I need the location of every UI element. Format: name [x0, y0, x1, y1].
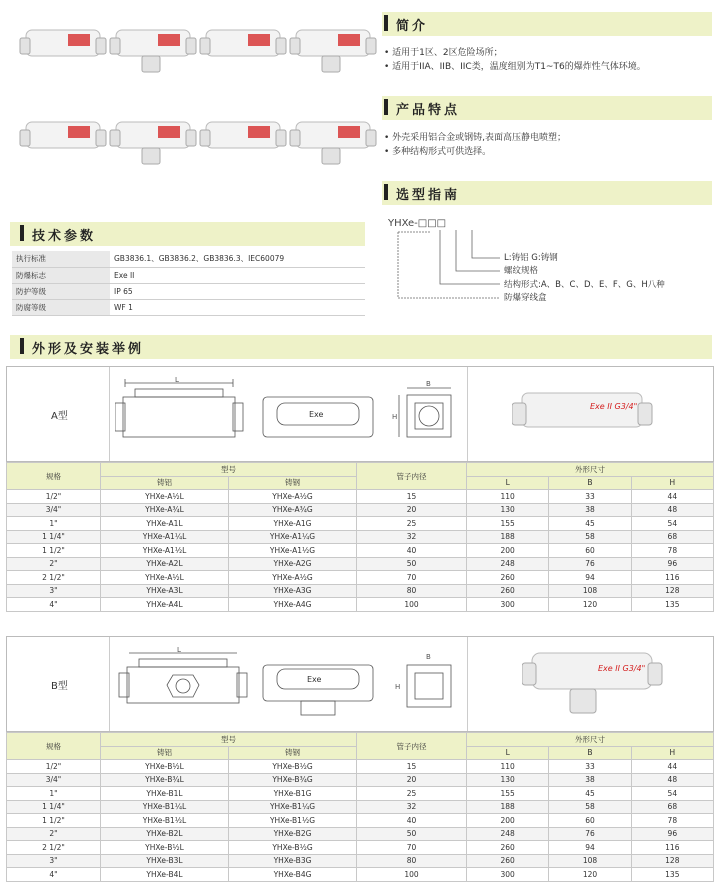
header-b: B — [549, 476, 631, 490]
table-cell: YHXe-A1L — [101, 517, 229, 531]
table-row — [7, 571, 714, 585]
table-cell: 1 1/2" — [7, 814, 101, 828]
table-cell: 188 — [467, 530, 549, 544]
table-cell: 20 — [357, 773, 467, 787]
table-cell: 300 — [467, 598, 549, 612]
table-cell: 80 — [357, 584, 467, 598]
features-band — [382, 96, 712, 120]
table-cell: 110 — [467, 760, 549, 774]
intro-band — [382, 12, 712, 36]
header-model: 型号 — [101, 733, 357, 747]
table-cell: 58 — [549, 800, 631, 814]
table-cell: 68 — [631, 530, 713, 544]
table-cell: 200 — [467, 814, 549, 828]
table-cell: 3/4" — [7, 773, 101, 787]
header-al: 铸铝 — [101, 476, 229, 490]
table-cell: 128 — [631, 584, 713, 598]
product-thumbnail — [288, 18, 380, 80]
table-cell: 32 — [357, 800, 467, 814]
type-a-drawing-area — [6, 366, 714, 462]
table-cell: 15 — [357, 490, 467, 504]
table-cell: 80 — [357, 854, 467, 868]
table-cell: YHXe-B1G — [229, 787, 357, 801]
param-key: 防护等级 — [12, 283, 110, 299]
table-cell: 108 — [549, 854, 631, 868]
table-cell: 155 — [467, 517, 549, 531]
table-cell: YHXe-B4L — [101, 868, 229, 882]
table-cell: 130 — [467, 773, 549, 787]
product-thumbnail — [288, 110, 380, 172]
table-row — [7, 557, 714, 571]
table-cell: 155 — [467, 787, 549, 801]
product-thumbnail — [108, 110, 200, 172]
table-cell: 135 — [631, 868, 713, 882]
guide-lines — [390, 228, 520, 308]
guide-legend — [504, 252, 665, 305]
table-row — [7, 490, 714, 504]
table-cell: 2" — [7, 557, 101, 571]
install-title: 外形及安装举例 — [32, 338, 144, 357]
table-cell: 120 — [549, 598, 631, 612]
table-cell: 48 — [631, 773, 713, 787]
table-cell: 248 — [467, 557, 549, 571]
type-a-label: A型 — [51, 411, 68, 422]
header-pipe: 管子内径 — [357, 463, 467, 490]
table-row — [7, 800, 714, 814]
intro-item: • 适用于1区、2区危险场所； — [384, 46, 646, 60]
dim-h: H — [395, 683, 401, 691]
header-size: 外形尺寸 — [467, 733, 714, 747]
table-cell: YHXe-A2G — [229, 557, 357, 571]
table-cell: 25 — [357, 787, 467, 801]
table-cell: 32 — [357, 530, 467, 544]
table-cell: YHXe-A1½G — [229, 544, 357, 558]
table-cell: 2" — [7, 827, 101, 841]
type-a-drawing — [115, 375, 465, 455]
table-cell: YHXe-B1¼L — [101, 800, 229, 814]
type-b-photo — [522, 639, 672, 727]
table-cell: 40 — [357, 544, 467, 558]
param-key: 防爆标志 — [12, 267, 110, 283]
features-title: 产品特点 — [396, 99, 460, 118]
param-value: Exe II — [110, 267, 365, 283]
table-cell: YHXe-A1G — [229, 517, 357, 531]
table-row — [12, 251, 365, 267]
table-cell: 50 — [357, 557, 467, 571]
exe-mark: Exe II G3/4" — [590, 402, 638, 411]
table-cell: 260 — [467, 841, 549, 855]
table-cell: YHXe-B1¼G — [229, 800, 357, 814]
table-cell: 3" — [7, 854, 101, 868]
table-cell: 40 — [357, 814, 467, 828]
params-table — [12, 251, 365, 316]
dim-b: B — [426, 380, 431, 388]
table-cell: YHXe-B2G — [229, 827, 357, 841]
param-key: 防腐等级 — [12, 299, 110, 315]
param-value: WF 1 — [110, 299, 365, 315]
table-row — [7, 503, 714, 517]
table-cell: YHXe-B½G — [229, 841, 357, 855]
table-cell: YHXe-A1¼G — [229, 530, 357, 544]
table-cell: 38 — [549, 503, 631, 517]
table-cell: YHXe-A1¼L — [101, 530, 229, 544]
table-cell: 25 — [357, 517, 467, 531]
table-cell: YHXe-B3L — [101, 854, 229, 868]
table-cell: YHXe-B½L — [101, 841, 229, 855]
product-thumbnail — [198, 110, 290, 172]
table-cell: 20 — [357, 503, 467, 517]
guide-title: 选型指南 — [396, 184, 460, 203]
table-cell: YHXe-A4L — [101, 598, 229, 612]
product-thumbnail — [18, 18, 110, 80]
exe-text: Exe — [307, 675, 322, 684]
params-title: 技术参数 — [32, 225, 96, 244]
table-cell: 1 1/2" — [7, 544, 101, 558]
header-h: H — [631, 746, 713, 760]
table-row — [7, 841, 714, 855]
guide-legend-item: L:铸铝 G:铸钢 — [504, 253, 558, 263]
table-row — [12, 283, 365, 299]
table-cell: 54 — [631, 787, 713, 801]
table-cell: 1/2" — [7, 760, 101, 774]
table-cell: 60 — [549, 814, 631, 828]
type-a-table — [6, 462, 714, 612]
header-al: 铸铝 — [101, 746, 229, 760]
table-cell: 68 — [631, 800, 713, 814]
table-cell: 38 — [549, 773, 631, 787]
table-cell: YHXe-B3G — [229, 854, 357, 868]
table-cell: 44 — [631, 490, 713, 504]
table-cell: 128 — [631, 854, 713, 868]
header-h: H — [631, 476, 713, 490]
table-cell: YHXe-B½G — [229, 760, 357, 774]
table-row — [7, 868, 714, 882]
header-st: 铸钢 — [229, 476, 357, 490]
table-cell: 76 — [549, 557, 631, 571]
header-spec: 规格 — [7, 463, 101, 490]
table-cell: 2 1/2" — [7, 841, 101, 855]
type-a-photo — [512, 373, 662, 455]
dim-b: B — [426, 653, 431, 661]
table-cell: 108 — [549, 584, 631, 598]
table-cell: 60 — [549, 544, 631, 558]
params-band — [10, 222, 365, 246]
table-cell: YHXe-A4G — [229, 598, 357, 612]
table-row — [7, 544, 714, 558]
table-cell: YHXe-A1½L — [101, 544, 229, 558]
intro-list — [384, 46, 646, 74]
guide-band — [382, 181, 712, 205]
table-row — [7, 584, 714, 598]
header-model: 型号 — [101, 463, 357, 477]
table-cell: 260 — [467, 571, 549, 585]
table-cell: YHXe-A3G — [229, 584, 357, 598]
table-cell: 1" — [7, 787, 101, 801]
table-cell: 94 — [549, 841, 631, 855]
table-cell: 78 — [631, 814, 713, 828]
table-cell: 44 — [631, 760, 713, 774]
header-b: B — [549, 746, 631, 760]
table-cell: 300 — [467, 868, 549, 882]
table-cell: 1/2" — [7, 490, 101, 504]
table-cell: 50 — [357, 827, 467, 841]
type-b-label: B型 — [51, 681, 68, 692]
table-cell: YHXe-A¾L — [101, 503, 229, 517]
intro-title: 简介 — [396, 15, 428, 34]
table-cell: 70 — [357, 841, 467, 855]
exe-mark: Exe II G3/4" — [598, 664, 646, 673]
header-size: 外形尺寸 — [467, 463, 714, 477]
table-cell: 33 — [549, 760, 631, 774]
features-list — [384, 131, 566, 159]
table-cell: 260 — [467, 854, 549, 868]
guide-legend-item: 结构形式:A、B、C、D、E、F、G、H八种 — [504, 279, 665, 290]
type-b-table — [6, 732, 714, 882]
table-cell: YHXe-B¾G — [229, 773, 357, 787]
table-cell: YHXe-B1L — [101, 787, 229, 801]
intro-item: • 适用于IIA、IIB、IIC类，温度组别为T1~T6的爆炸性气体环境。 — [384, 60, 646, 74]
table-cell: 110 — [467, 490, 549, 504]
dim-l: L — [177, 646, 181, 654]
table-cell: 48 — [631, 503, 713, 517]
table-row — [7, 787, 714, 801]
table-cell: 135 — [631, 598, 713, 612]
table-cell: YHXe-B1½L — [101, 814, 229, 828]
table-cell: YHXe-B½L — [101, 760, 229, 774]
table-row — [7, 827, 714, 841]
exe-text: Exe — [309, 410, 324, 419]
table-cell: YHXe-A½G — [229, 571, 357, 585]
dim-l: L — [175, 376, 179, 384]
table-cell: 100 — [357, 598, 467, 612]
table-cell: 54 — [631, 517, 713, 531]
table-cell: 33 — [549, 490, 631, 504]
features-item: • 多种结构形式可供选择。 — [384, 145, 566, 159]
table-cell: 15 — [357, 760, 467, 774]
table-row — [7, 854, 714, 868]
header-pipe: 管子内径 — [357, 733, 467, 760]
table-cell: 1" — [7, 517, 101, 531]
param-value: IP 65 — [110, 283, 365, 299]
type-b-drawing — [115, 645, 465, 725]
table-cell: 260 — [467, 584, 549, 598]
product-thumbnail — [108, 18, 200, 80]
table-cell: 200 — [467, 544, 549, 558]
param-value: GB3836.1、GB3836.2、GB3836.3、IEC60079 — [110, 251, 365, 267]
dim-h: H — [392, 413, 398, 421]
table-cell: 76 — [549, 827, 631, 841]
header-st: 铸钢 — [229, 746, 357, 760]
header-l: L — [467, 746, 549, 760]
product-thumbnail — [18, 110, 110, 172]
table-cell: YHXe-B4G — [229, 868, 357, 882]
table-row — [7, 814, 714, 828]
table-row — [7, 773, 714, 787]
table-cell: 1 1/4" — [7, 800, 101, 814]
header-l: L — [467, 476, 549, 490]
table-cell: 4" — [7, 598, 101, 612]
table-cell: YHXe-B1½G — [229, 814, 357, 828]
install-band — [10, 335, 712, 359]
table-cell: 96 — [631, 827, 713, 841]
table-cell: 58 — [549, 530, 631, 544]
table-row — [7, 760, 714, 774]
table-cell: 3/4" — [7, 503, 101, 517]
table-row — [12, 299, 365, 315]
table-row — [12, 267, 365, 283]
product-thumbnail — [198, 18, 290, 80]
table-row — [7, 530, 714, 544]
table-cell: YHXe-B2L — [101, 827, 229, 841]
table-cell: YHXe-A¾G — [229, 503, 357, 517]
table-cell: YHXe-A½G — [229, 490, 357, 504]
param-key: 执行标准 — [12, 251, 110, 267]
table-cell: 1 1/4" — [7, 530, 101, 544]
features-item: • 外壳采用铝合金或钢铸,表面高压静电喷塑； — [384, 131, 566, 145]
table-cell: 4" — [7, 868, 101, 882]
table-cell: 70 — [357, 571, 467, 585]
table-cell: 120 — [549, 868, 631, 882]
table-row — [7, 598, 714, 612]
header-spec: 规格 — [7, 733, 101, 760]
guide-legend-item: 螺纹规格 — [504, 266, 539, 277]
table-cell: YHXe-B¾L — [101, 773, 229, 787]
table-cell: 3" — [7, 584, 101, 598]
type-b-drawing-area — [6, 636, 714, 732]
guide-legend-item: 防爆穿线盒 — [504, 292, 547, 303]
table-cell: 78 — [631, 544, 713, 558]
table-cell: 2 1/2" — [7, 571, 101, 585]
table-cell: 116 — [631, 571, 713, 585]
table-cell: YHXe-A2L — [101, 557, 229, 571]
table-cell: 45 — [549, 787, 631, 801]
table-cell: 96 — [631, 557, 713, 571]
table-cell: YHXe-A3L — [101, 584, 229, 598]
table-cell: 100 — [357, 868, 467, 882]
table-cell: 45 — [549, 517, 631, 531]
table-cell: YHXe-A½L — [101, 571, 229, 585]
guide-code: YHXe-□□□ — [388, 218, 447, 229]
table-cell: 248 — [467, 827, 549, 841]
table-cell: 116 — [631, 841, 713, 855]
table-cell: 188 — [467, 800, 549, 814]
table-row — [7, 517, 714, 531]
table-cell: YHXe-A½L — [101, 490, 229, 504]
table-cell: 94 — [549, 571, 631, 585]
table-cell: 130 — [467, 503, 549, 517]
